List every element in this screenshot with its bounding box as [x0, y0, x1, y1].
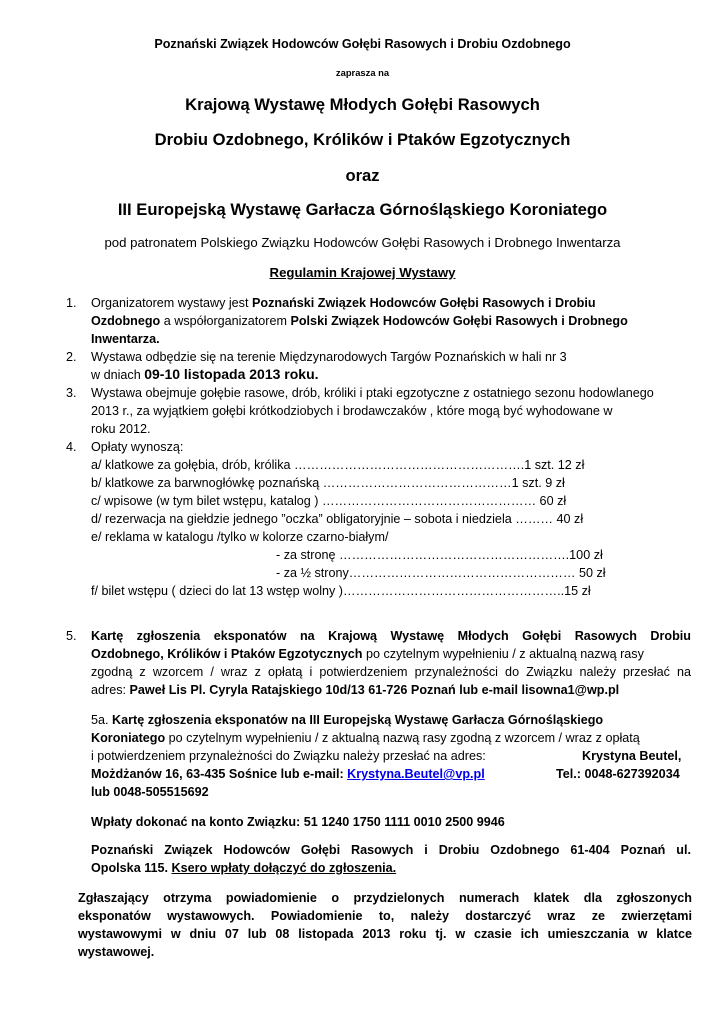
item-5-address-label: adres:	[91, 683, 130, 697]
item-5-line-1: Kartę zgłoszenia eksponatów na Krajową Wystawę Młodych Gołębi Rasowych Drobiu	[91, 629, 691, 643]
item-5-line-3: zgodną z wzorcem / wraz z opłatą i potwierdzeniem przynależności do Związku należy przesłać na	[91, 665, 691, 679]
item-1-text: Organizatorem wystawy jest	[91, 296, 252, 310]
exhibition-title-2: Drobiu Ozdobnego, Królików i Ptaków Egzotycznych	[154, 130, 571, 149]
item-5a-title-cont: Koroniatego	[91, 731, 166, 745]
item-1-coorganizer-cont: Inwentarza.	[91, 332, 160, 346]
item-number-2: 2.	[66, 350, 77, 364]
payment-copy-note: Ksero wpłaty dołączyć do zgłoszenia.	[171, 861, 397, 875]
item-1-line-2	[91, 313, 628, 329]
item-5a-address-text: Możdżanów 16, 63-435 Sośnice lub e-mail:	[91, 767, 348, 781]
item-3-line-3: roku 2012.	[91, 422, 151, 436]
item-5a-email-link[interactable]: Krystyna.Beutel@vp.pl	[347, 767, 485, 781]
fee-b: b/ klatkowe za barwnogłówkę poznańską ………………………………………1 szt. 9 zł	[91, 476, 565, 490]
item-number-3: 3.	[66, 386, 77, 400]
item-5-line-2-bold: Ozdobnego, Królików i Ptaków Egzotycznych	[91, 647, 363, 661]
fee-f: f/ bilet wstępu ( dzieci do lat 13 wstęp wolny )……………………………………………..15 zł	[91, 584, 591, 598]
notice-line-1: Zgłaszający otrzyma powiadomienie o przydzielonych numerach klatek dla zgłoszonych	[78, 891, 692, 905]
item-1-organizer-cont: Ozdobnego	[91, 314, 161, 328]
fee-e-full-page: - za stronę ……………………………………………….100 zł	[276, 548, 603, 562]
exhibition-title-and: oraz	[345, 166, 380, 185]
item-5-line-2	[91, 646, 644, 662]
item-3-line-1: Wystawa obejmuje gołębie rasowe, drób, króliki i ptaki egzotyczne z ostatniego sezonu hodowlanego	[91, 386, 654, 400]
item-2-date: 09-10 listopada 2013 roku.	[144, 366, 319, 382]
item-5a-phone-2: lub 0048-505515692	[91, 785, 209, 799]
exhibition-title-1: Krajową Wystawę Młodych Gołębi Rasowych	[185, 95, 540, 114]
payment-address-line-1: Poznański Związek Hodowców Gołębi Rasowych i Drobiu Ozdobnego 61-404 Poznań ul.	[91, 843, 691, 857]
fee-d: d/ rezerwacja na giełdzie jednego ”oczka” obligatoryjnie – sobota i niedziela ……… 40 zł	[91, 512, 584, 526]
item-5-address: Paweł Lis Pl. Cyryla Ratajskiego 10d/13 61-726 Poznań lub e-mail lisowna1@wp.pl	[129, 683, 620, 697]
exhibition-title-european: III Europejską Wystawę Garłacza Górnośląskiego Koroniatego	[117, 200, 608, 219]
regulation-title-text: Regulamin Krajowej Wystawy	[269, 265, 456, 280]
item-5-line-4	[91, 682, 619, 698]
notice-line-4: wystawowej.	[78, 945, 155, 959]
organizer-header: Poznański Związek Hodowców Gołębi Rasowych i Drobiu Ozdobnego	[154, 37, 571, 51]
item-5a-line-3: i potwierdzeniem przynależności do Związku należy przesłać na adres:	[91, 749, 486, 763]
fee-e-half-page: - za ½ strony……………………………………………… 50 zł	[276, 566, 606, 580]
item-1-line-1	[91, 295, 596, 311]
fee-a: a/ klatkowe za gołębia, drób, królika ……………………………………………….1 szt. 12 zł	[91, 458, 585, 472]
item-5a-line-2-text: po czytelnym wypełnieniu / z aktualną nazwą rasy zgodną z wzorcem / wraz z opłatą	[165, 731, 640, 745]
item-1-text-2: a współorganizatorem	[160, 314, 291, 328]
fees-title: Opłaty wynoszą:	[91, 440, 184, 454]
item-5a-phone: Tel.: 0048-627392034	[556, 767, 680, 781]
payment-account: Wpłaty dokonać na konto Związku: 51 1240 1750 1111 0010 2500 9946	[91, 815, 505, 829]
payment-address-street: Opolska 115.	[91, 861, 172, 875]
item-5-line-2-text: po czytelnym wypełnieniu / z aktualną nazwą rasy	[362, 647, 644, 661]
item-5a-address	[91, 766, 485, 782]
patronage-line: pod patronatem Polskiego Związku Hodowców Gołębi Rasowych i Drobnego Inwentarza	[104, 235, 621, 250]
item-5a-name: Krystyna Beutel,	[582, 749, 682, 763]
item-5a-title: Kartę zgłoszenia eksponatów na III Europejską Wystawę Garłacza Górnośląskiego	[112, 713, 604, 727]
item-1-coorganizer: Polski Związek Hodowców Gołębi Rasowych i Drobnego	[290, 314, 628, 328]
item-5a-number: 5a.	[91, 713, 113, 727]
item-number-5: 5.	[66, 629, 77, 643]
item-5a-line-1	[91, 712, 603, 728]
invites-text: zaprasza na	[335, 67, 390, 78]
regulation-title	[0, 265, 725, 280]
item-1-organizer: Poznański Związek Hodowców Gołębi Rasowych i Drobiu	[251, 296, 596, 310]
fee-e: e/ reklama w katalogu /tylko w kolorze czarno-białym/	[91, 530, 389, 544]
item-2-dates-label: w dniach	[91, 368, 145, 382]
item-number-4: 4.	[66, 440, 77, 454]
item-2-line-2	[91, 366, 319, 383]
notice-line-2: eksponatów wystawowych. Powiadomienie to, należy dostarczyć wraz ze zwierzętami	[78, 909, 692, 923]
fee-c: c/ wpisowe (w tym bilet wstępu, katalog ) …………………………………………… 60 zł	[91, 494, 567, 508]
item-5a-line-2	[91, 730, 640, 746]
item-number-1: 1.	[66, 296, 77, 310]
item-2-line-1: Wystawa odbędzie się na terenie Międzynarodowych Targów Poznańskich w hali nr 3	[91, 350, 567, 364]
item-3-line-2: 2013 r., za wyjątkiem gołębi krótkodziobych i brodawczaków , które mogą być wyhodowane w	[91, 404, 613, 418]
notice-line-3: wystawowymi w dniu 07 lub 08 listopada 2013 roku tj. w czasie ich umieszczania w klatce	[78, 927, 692, 941]
payment-address-line-2	[91, 860, 396, 876]
